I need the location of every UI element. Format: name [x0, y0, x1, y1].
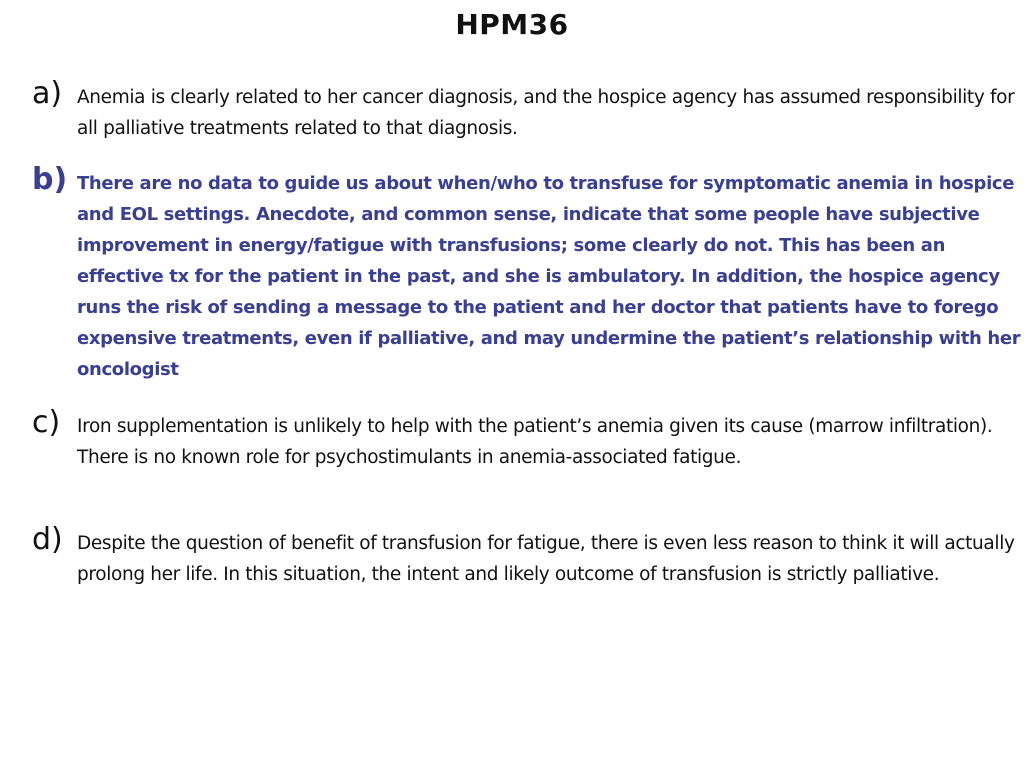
slide-title: HPM36 [455, 8, 569, 41]
answer-text-d: Despite the question of benefit of transfusion for fatigue, there is even less reason to think it will actually prolong her life. In this situation, the intent and likely outcome of transfusion is strictly palliative. [77, 533, 1015, 585]
answer-text-a: Anemia is clearly related to her cancer diagnosis, and the hospice agency has assumed responsibility for all palliative treatments related to that diagnosis. [77, 87, 1015, 139]
answer-marker-c: c) [32, 405, 61, 440]
answer-marker-b: b) [32, 162, 68, 197]
answer-text-b: There are no data to guide us about when/who to transfuse for symptomatic anemia in hospice and EOL settings. Anecdote, and common sense, indicate that some people have subjective improvement in energy/fatigue with transfusions; some clearly do not. This has been an effective tx for the patient in the past, and she is ambulatory. In addition, the hospice agency runs the risk of sending a message to the patient and her doctor that patients have to forego expensive treatments, even if palliative, and may undermine the patient’s relationship with her oncologist [77, 173, 1021, 380]
answer-marker-a: a) [32, 76, 63, 111]
answer-marker-d: d) [32, 522, 63, 557]
answer-text-c: Iron supplementation is unlikely to help with the patient’s anemia given its cause (marrow infiltration). There is no known role for psychostimulants in anemia-associated fatigue. [77, 416, 993, 468]
